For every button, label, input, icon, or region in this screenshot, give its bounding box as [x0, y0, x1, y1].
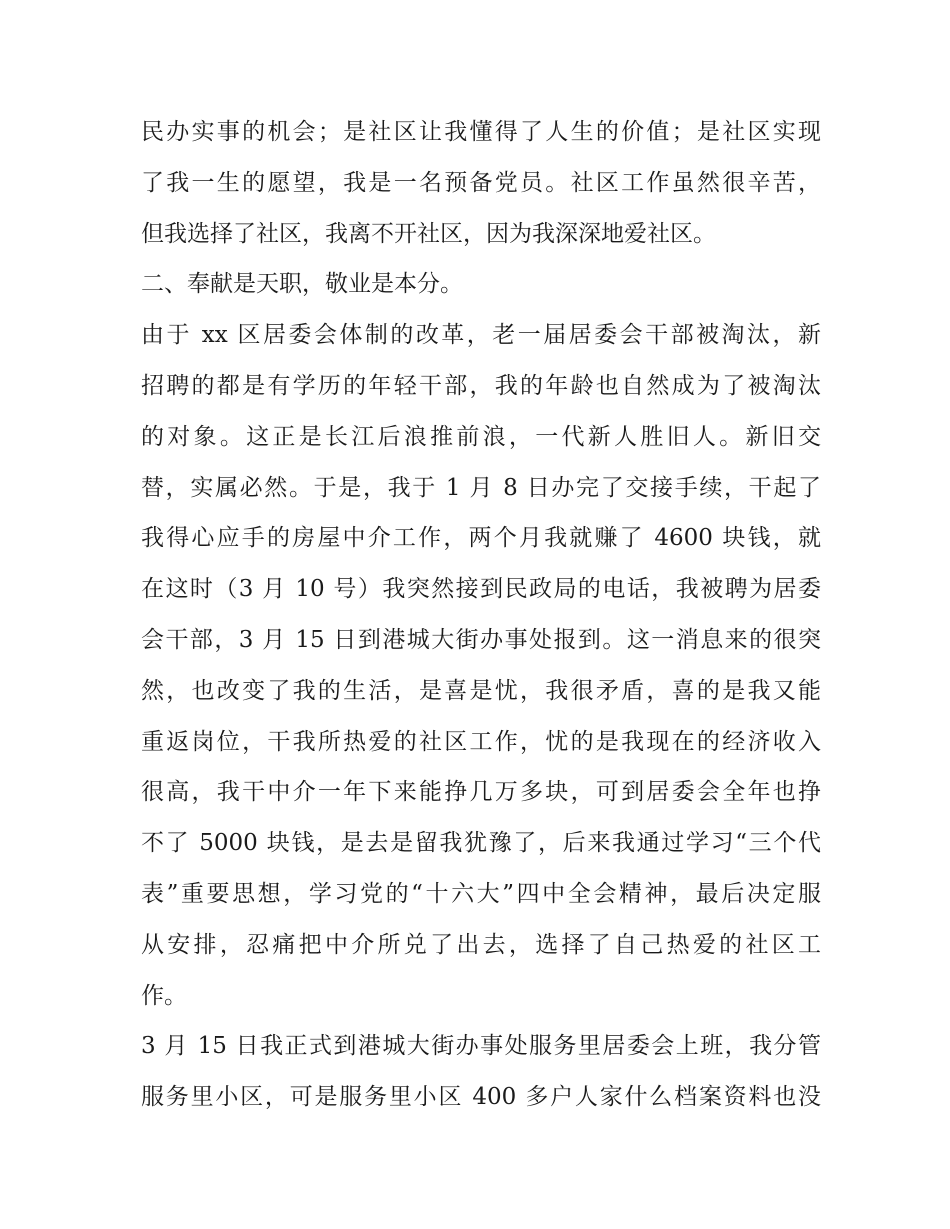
- text-line: 重返岗位，干我所热爱的社区工作，忧的是我现在的经济收入: [141, 728, 821, 755]
- body-text: [141, 107, 821, 1123]
- text-line: 3 月 15 日我正式到港城大街办事处服务里居委会上班，我分管: [141, 1033, 821, 1060]
- text-line: 表”重要思想，学习党的“十六大”四中全会精神，最后决定服: [141, 880, 821, 907]
- text-line: 的对象。这正是长江后浪推前浪，一代新人胜旧人。新旧交: [141, 423, 821, 450]
- text-line: 招聘的都是有学历的年轻干部，我的年龄也自然成为了被淘汰: [141, 372, 821, 399]
- text-line: 在这时（3 月 10 号）我突然接到民政局的电话，我被聘为居委: [141, 576, 821, 603]
- text-line: 了我一生的愿望，我是一名预备党员。社区工作虽然很辛苦，: [141, 169, 821, 196]
- text-line: 不了 5000 块钱，是去是留我犹豫了，后来我通过学习“三个代: [141, 830, 821, 857]
- text-line: 从安排，忍痛把中介所兑了出去，选择了自己热爱的社区工: [141, 931, 821, 958]
- text-line: 但我选择了社区，我离不开社区，因为我深深地爱社区。: [141, 220, 716, 247]
- text-line: 很高，我干中介一年下来能挣几万多块，可到居委会全年也挣: [141, 779, 821, 806]
- text-line: 民办实事的机会；是社区让我懂得了人生的价值；是社区实现: [141, 119, 821, 145]
- text-line: 服务里小区，可是服务里小区 400 多户人家什么档案资料也没: [141, 1084, 821, 1111]
- text-line: 二、奉献是天职，敬业是本分。: [141, 271, 463, 298]
- text-line: 由于 xx 区居委会体制的改革，老一届居委会干部被淘汰，新: [141, 322, 821, 349]
- text-line: 会干部，3 月 15 日到港城大街办事处报到。这一消息来的很突: [141, 626, 821, 653]
- text-line: 作。: [141, 982, 187, 1009]
- text-line: 替，实属必然。于是，我于 1 月 8 日办完了交接手续，干起了: [141, 474, 821, 501]
- text-line: 然，也改变了我的生活，是喜是忧，我很矛盾，喜的是我又能: [141, 677, 821, 704]
- text-line: 我得心应手的房屋中介工作，两个月我就赚了 4600 块钱，就: [141, 525, 821, 552]
